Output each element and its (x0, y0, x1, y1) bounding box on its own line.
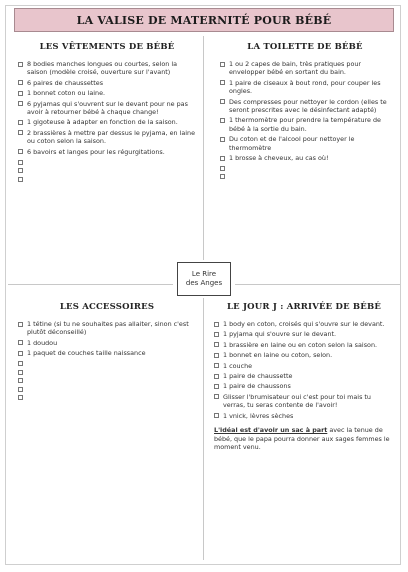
horizontal-divider (235, 284, 400, 285)
checklist-item (220, 164, 390, 171)
checklist-item-label: 1 gigoteuse à adapter en fonction de la saison. (27, 118, 178, 127)
checklist-item (214, 351, 394, 359)
checkbox-icon[interactable] (18, 120, 23, 125)
section-jour1 (214, 302, 394, 452)
checklist-item (18, 339, 196, 347)
checklist-item-label: Du coton et de l'alcool pour nettoyer le thermomètre (229, 135, 355, 152)
checklist-item-label: 1 paire de ciseaux à bout rond, pour couper les ongles. (229, 78, 381, 96)
checkbox-icon[interactable] (214, 394, 219, 399)
checklist-item-label: 6 pyjamas qui s'ouvrent sur le devant pour ne pas avoir à retourner bébé à chaque change! (27, 99, 188, 117)
logo-line: Le Rire (191, 270, 217, 278)
checklist-item (18, 100, 196, 117)
section-title: LES VÊTEMENTS DE BÉBÉ (39, 42, 175, 52)
section-toilette (220, 42, 390, 181)
checklist-item-label: Glisser l'brumisateur oui c'est pour toi mais tu verras, tu seras contente de l'avoir! (223, 392, 371, 410)
checklist-item (18, 167, 196, 174)
checklist-item-label: 6 paires de chaussettes (27, 78, 104, 87)
checklist-item-label: 2 brassières à mettre par dessus le pyjama, en laine ou coton selon la saison. (27, 128, 196, 146)
checklist-item-label: 1 bonnet coton ou laine. (27, 89, 106, 98)
checklist-item (18, 89, 196, 97)
checklist-item (214, 330, 394, 338)
checklist-item-label: 1 doudou (27, 338, 58, 347)
checklist-item (18, 79, 196, 87)
checkbox-icon[interactable] (214, 384, 219, 389)
checkbox-icon[interactable] (220, 99, 225, 104)
checklist-item (214, 372, 394, 380)
checklist-item (220, 98, 390, 115)
checklist-item-label: 8 bodies manches longues ou courtes, selon la saison (modèle croisé, ouverture sur l'avant) (27, 60, 178, 77)
checklist-item-label: 6 bavoirs et langes pour les régurgitations. (27, 147, 165, 156)
checkbox-icon[interactable] (18, 149, 23, 154)
checklist-item-label: 1 pyjama qui s'ouvre sur le devant. (223, 330, 337, 339)
checkbox-icon[interactable] (18, 160, 23, 165)
brand-logo (177, 262, 231, 296)
checkbox-icon[interactable] (18, 168, 23, 173)
checklist-item-label: 1 brosse à cheveux, au cas où! (229, 154, 329, 163)
checkbox-icon[interactable] (220, 118, 225, 123)
checklist-item (18, 385, 196, 392)
checkbox-icon[interactable] (220, 62, 225, 67)
checklist-item (18, 60, 196, 77)
checkbox-icon[interactable] (220, 174, 225, 179)
checklist-item (214, 341, 394, 349)
checklist-item-label: 1 thermomètre pour prendre la température de bébé à la sortie du bain. (229, 116, 381, 133)
checklist-item (18, 158, 196, 165)
checklist (220, 60, 390, 179)
vertical-divider (203, 36, 204, 260)
checklist-item-label: 1 body en coton, croisés qui s'ouvre sur le devant. (223, 320, 385, 328)
checkbox-icon[interactable] (18, 101, 23, 106)
checkbox-icon[interactable] (18, 322, 23, 327)
page-title: LA VALISE DE MATERNITÉ POUR BÉBÉ (76, 13, 332, 27)
section-vetements (18, 42, 196, 184)
note-emphasis: L'idéal est d'avoir un sac à part (214, 426, 328, 435)
checklist-item-label: 1 tétine (si tu ne souhaites pas allaiter, sinon c'est plutôt déconseillé) (27, 320, 189, 337)
checklist-item (214, 382, 394, 390)
checklist-item (220, 154, 390, 162)
section-title: LES ACCESSOIRES (59, 302, 155, 312)
checkbox-icon[interactable] (18, 177, 23, 182)
checkbox-icon[interactable] (18, 91, 23, 96)
checkbox-icon[interactable] (18, 395, 23, 400)
checklist-item (18, 360, 196, 367)
checklist-item (18, 394, 196, 401)
checkbox-icon[interactable] (220, 166, 225, 171)
checkbox-icon[interactable] (220, 156, 225, 161)
checklist (18, 60, 196, 182)
checklist-item-label: 1 couche (223, 361, 253, 370)
checklist (214, 320, 394, 420)
checklist-item-label: 1 paire de chaussons (223, 382, 291, 391)
title-banner (14, 8, 394, 32)
checklist-item (18, 320, 196, 337)
section-title: LE JOUR J : ARRIVÉE DE BÉBÉ (226, 302, 382, 312)
checklist-item-label: 1 brassière en laine ou en coton selon la saison. (223, 340, 378, 349)
checkbox-icon[interactable] (18, 361, 23, 366)
note-body: avec la tenue de bébé, que le papa pourra donner aux sages femmes le moment venu. (214, 426, 390, 452)
horizontal-divider (8, 284, 173, 285)
checklist-item (18, 129, 196, 146)
checklist-item (214, 412, 394, 420)
checklist-item-label: Des compresses pour nettoyer le cordon (elles te seront prescrites avec le désinfectant adapté) (229, 97, 387, 115)
checklist-item (18, 349, 196, 357)
checklist-item (18, 118, 196, 126)
checkbox-icon[interactable] (214, 353, 219, 358)
checkbox-icon[interactable] (18, 80, 23, 85)
checkbox-icon[interactable] (18, 351, 23, 356)
section-title: LA TOILETTE DE BÉBÉ (247, 42, 363, 52)
logo-line: des Anges (185, 279, 223, 287)
checkbox-icon[interactable] (18, 62, 23, 67)
checkbox-icon[interactable] (18, 130, 23, 135)
checkbox-icon[interactable] (220, 137, 225, 142)
checklist-item (220, 173, 390, 180)
checkbox-icon[interactable] (18, 370, 23, 375)
checklist-item-label: 1 paquet de couches taille naissance (27, 349, 146, 358)
checkbox-icon[interactable] (214, 342, 219, 347)
checkbox-icon[interactable] (18, 340, 23, 345)
checklist-item-label: 1 paire de chaussette (223, 372, 293, 381)
checkbox-icon[interactable] (214, 374, 219, 379)
checklist-item-label: 1 ou 2 capes de bain, très pratiques pour envelopper bébé en sortant du bain. (229, 60, 362, 77)
checklist-item (18, 148, 196, 156)
checklist-item-label: 1 bonnet en laine ou coton, selon. (223, 351, 333, 360)
checklist-item (214, 362, 394, 370)
checklist-item-label: 1 vnick, lèvres sèches (223, 411, 294, 420)
checklist-item (220, 60, 390, 77)
checkbox-icon[interactable] (18, 387, 23, 392)
checklist-item (18, 377, 196, 384)
vertical-divider (203, 298, 204, 560)
checklist-item (18, 175, 196, 182)
section-accessoires (18, 302, 196, 402)
checklist-item (220, 79, 390, 96)
checklist-item (18, 368, 196, 375)
checklist-item (214, 320, 394, 328)
checkbox-icon[interactable] (214, 413, 219, 418)
checklist-item (220, 116, 390, 133)
checklist-item (214, 393, 394, 410)
checkbox-icon[interactable] (214, 322, 219, 327)
note-text (214, 426, 394, 452)
checkbox-icon[interactable] (220, 80, 225, 85)
checkbox-icon[interactable] (18, 378, 23, 383)
checklist-item (220, 135, 390, 152)
checkbox-icon[interactable] (214, 363, 219, 368)
checklist (18, 320, 196, 400)
checkbox-icon[interactable] (214, 332, 219, 337)
